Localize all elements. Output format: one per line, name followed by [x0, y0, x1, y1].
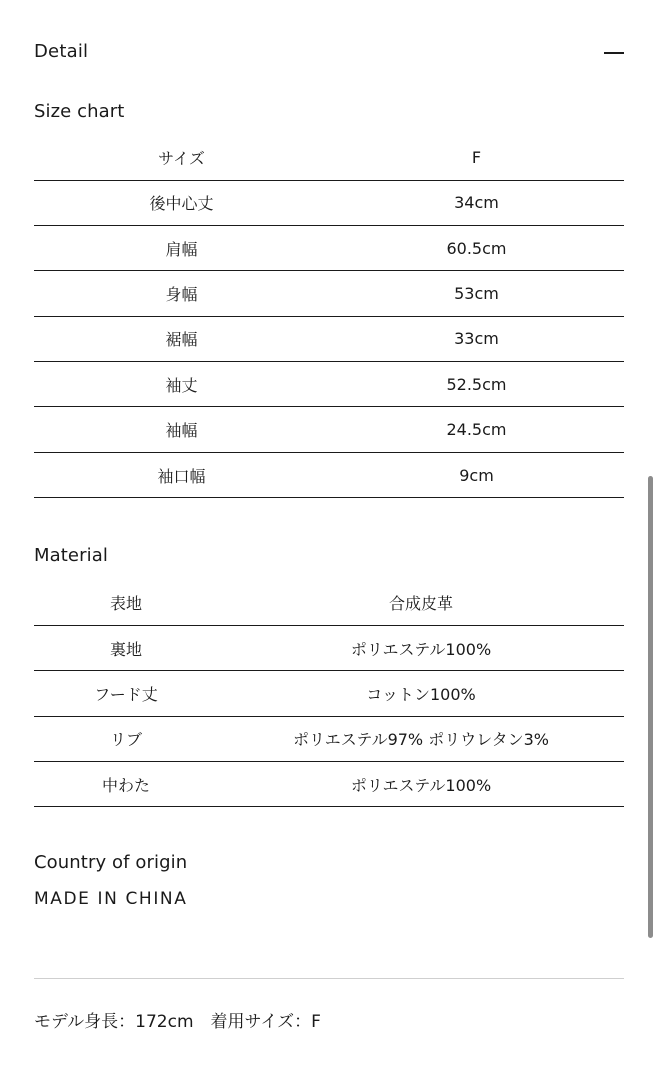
material-label: フード丈 — [34, 671, 218, 716]
size-value: 33cm — [329, 316, 624, 361]
table-row — [34, 271, 624, 316]
size-label: 肩幅 — [34, 225, 329, 270]
size-label: 身幅 — [34, 271, 329, 316]
material-title: Material — [34, 545, 108, 566]
table-row — [34, 625, 624, 670]
size-value: 24.5cm — [329, 407, 624, 452]
size-label: 後中心丈 — [34, 180, 329, 225]
size-chart-header-size: F — [329, 135, 624, 180]
size-label: 袖幅 — [34, 407, 329, 452]
material-value: ポリエステル97% ポリウレタン3% — [218, 716, 624, 761]
size-label: 裾幅 — [34, 316, 329, 361]
size-value: 60.5cm — [329, 225, 624, 270]
table-row — [34, 716, 624, 761]
size-value: 52.5cm — [329, 362, 624, 407]
table-row — [34, 362, 624, 407]
material-label: 中わた — [34, 762, 218, 807]
material-label: 表地 — [34, 580, 218, 625]
collapse-icon[interactable] — [602, 40, 624, 62]
table-row — [34, 225, 624, 270]
country-title: Country of origin — [34, 852, 188, 873]
size-value: 9cm — [329, 452, 624, 497]
material-label: リブ — [34, 716, 218, 761]
table-row — [34, 580, 624, 625]
table-row — [34, 316, 624, 361]
model-note: モデル身長：172cm 着用サイズ：F — [34, 1012, 321, 1032]
table-row — [34, 762, 624, 807]
size-label: 袖丈 — [34, 362, 329, 407]
size-label: 袖口幅 — [34, 452, 329, 497]
table-row — [34, 671, 624, 716]
size-chart-table — [34, 135, 624, 498]
country-value: MADE IN CHINA — [34, 889, 188, 909]
size-value: 34cm — [329, 180, 624, 225]
scrollbar-thumb[interactable] — [648, 476, 653, 938]
size-value: 53cm — [329, 271, 624, 316]
size-chart-header-label: サイズ — [34, 135, 329, 180]
size-chart-header-row — [34, 135, 624, 180]
table-row — [34, 180, 624, 225]
detail-title: Detail — [34, 40, 89, 62]
material-value: 合成皮革 — [218, 580, 624, 625]
table-row — [34, 452, 624, 497]
detail-accordion-header[interactable] — [34, 38, 624, 64]
divider — [34, 978, 624, 979]
material-value: コットン100% — [218, 671, 624, 716]
material-value: ポリエステル100% — [218, 625, 624, 670]
material-value: ポリエステル100% — [218, 762, 624, 807]
material-table — [34, 580, 624, 807]
table-row — [34, 407, 624, 452]
material-label: 裏地 — [34, 625, 218, 670]
size-chart-title: Size chart — [34, 101, 125, 122]
